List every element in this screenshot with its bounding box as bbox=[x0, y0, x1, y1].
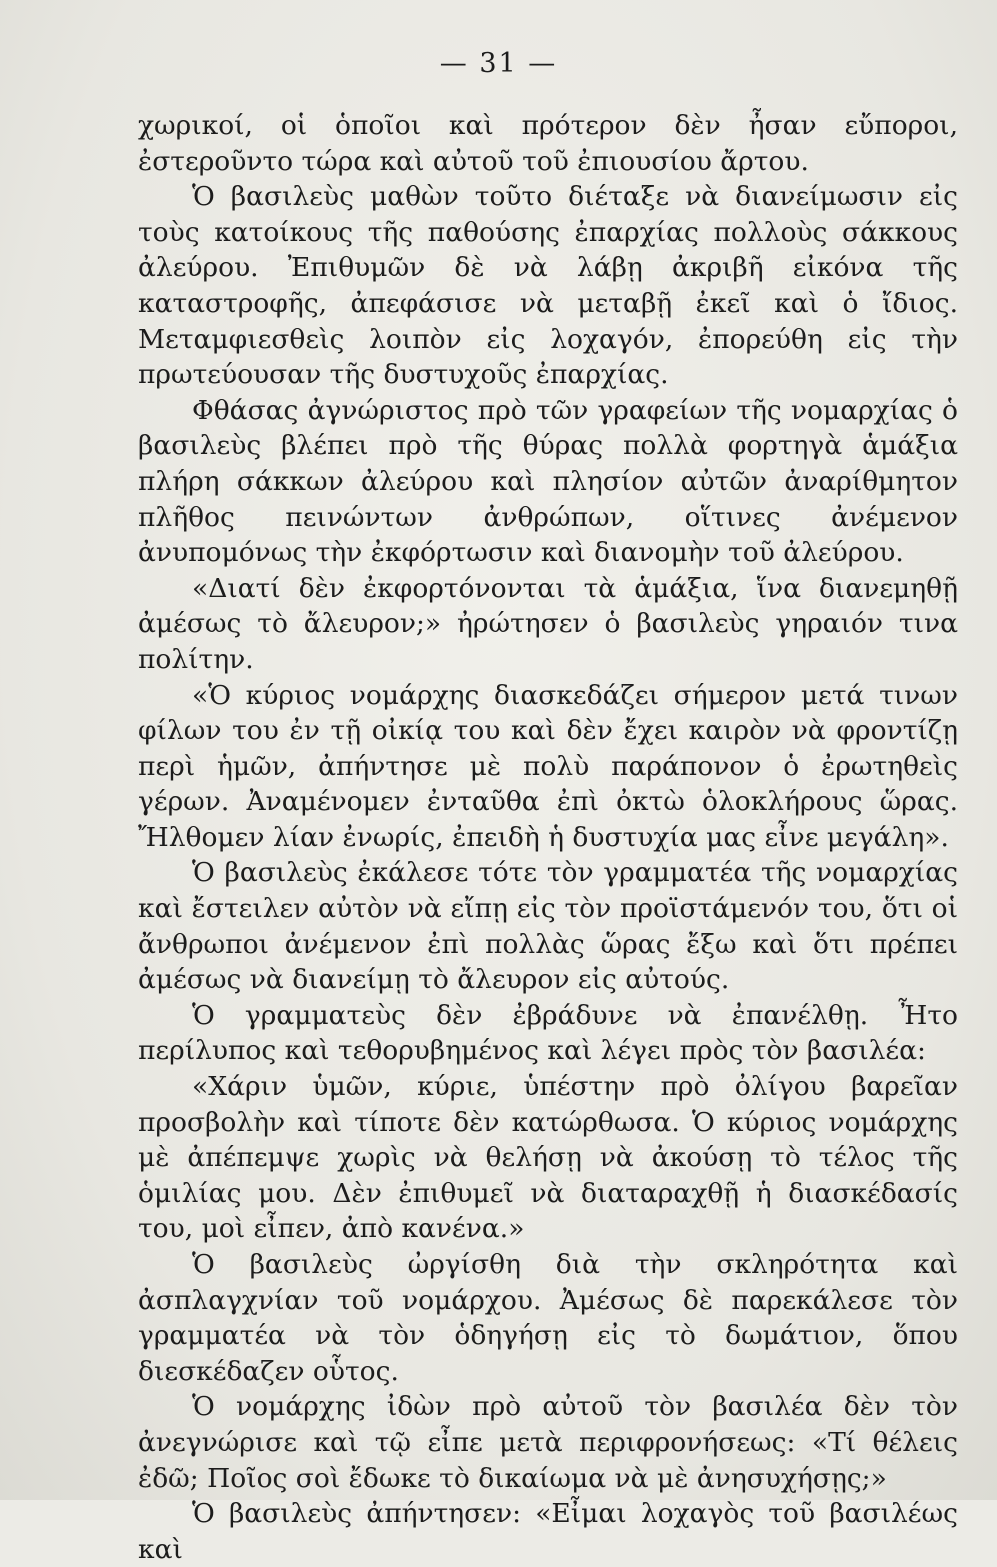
paragraph-1: χωρικοί, οἱ ὁποῖοι καὶ πρότερον δὲν ἦσαν εὔποροι, ἐστεροῦντο τώρα καὶ αὐτοῦ τοῦ ἐπιουσίου ἄρτου. bbox=[138, 110, 958, 177]
paragraph-11: Ὁ βασιλεὺς ἀπήντησεν: «Εἶμαι λοχαγὸς τοῦ βασιλέως καὶ bbox=[138, 1498, 958, 1565]
paragraph-8: «Χάριν ὑμῶν, κύριε, ὑπέστην πρὸ ὀλίγου βαρεῖαν προσβολὴν καὶ τίποτε δὲν κατώρθωσα. Ὁ κύριος νομάρχης μὲ ἀπέπεμψε χωρὶς νὰ θελήσῃ νὰ ἀκούσῃ τὸ τέλος τῆς ὁμιλίας μου. Δὲν ἐπιθυμεῖ νὰ διαταραχθῇ ἡ διασκέδασίς του, μοὶ εἶπεν, ἀπὸ κανένα.» bbox=[138, 1071, 958, 1245]
paragraph-9: Ὁ βασιλεὺς ὠργίσθη διὰ τὴν σκληρότητα καὶ ἀσπλαγχνίαν τοῦ νομάρχου. Ἀμέσως δὲ παρεκάλεσε τὸν γραμματέα νὰ τὸν ὁδηγήσῃ εἰς τὸ δωμάτιον, ὅπου διεσκέδαζεν οὗτος. bbox=[138, 1249, 958, 1387]
paragraph-5: «Ὁ κύριος νομάρχης διασκεδάζει σήμερον μετά τινων φίλων του ἐν τῇ οἰκίᾳ του καὶ δὲν ἔχει καιρὸν νὰ φροντίζῃ περὶ ἡμῶν, ἀπήντησε μὲ πολὺ παράπονον ὁ ἐρωτηθεὶς γέρων. Ἀναμένομεν ἐνταῦθα ἐπὶ ὀκτὼ ὁλοκλήρους ὥρας. Ἤλθομεν λίαν ἐνωρίς, ἐπειδὴ ἡ δυστυχία μας εἶνε μεγάλη». bbox=[138, 679, 958, 853]
page-number: — 31 — bbox=[439, 48, 558, 79]
paragraph-4: «Διατί δὲν ἐκφορτόνονται τὰ ἁμάξια, ἵνα διανεμηθῇ ἀμέσως τὸ ἄλευρον;» ἠρώτησεν ὁ βασιλεὺς γηραιόν τινα πολίτην. bbox=[138, 572, 958, 675]
paragraph-3: Φθάσας ἀγνώριστος πρὸ τῶν γραφείων τῆς νομαρχίας ὁ βασιλεὺς βλέπει πρὸ τῆς θύρας πολλὰ φορτηγὰ ἁμάξια πλήρη σάκκων ἀλεύρου καὶ πλησίον αὐτῶν ἀναρίθμητον πλῆθος πεινώντων ἀνθρώπων, οἵτινες ἀνέμενον ἀνυπομόνως τὴν ἐκφόρτωσιν καὶ διανομὴν τοῦ ἀλεύρου. bbox=[138, 394, 958, 569]
paragraph-7: Ὁ γραμματεὺς δὲν ἐβράδυνε νὰ ἐπανέλθῃ. Ἦτο περίλυπος καὶ τεθορυβημένος καὶ λέγει πρὸς τὸν βασιλέα: bbox=[138, 999, 958, 1067]
paragraph-10: Ὁ νομάρχης ἰδὼν πρὸ αὐτοῦ τὸν βασιλέα δὲν τὸν ἀνεγνώρισε καὶ τῷ εἶπε μετὰ περιφρονήσεως: «Τί θέλεις ἐδῶ; Ποῖος σοὶ ἔδωκε τὸ δικαίωμα νὰ μὲ ἀνησυχήσῃς;» bbox=[138, 1391, 958, 1494]
paragraph-6: Ὁ βασιλεὺς ἐκάλεσε τότε τὸν γραμματέα τῆς νομαρχίας καὶ ἔστειλεν αὐτὸν νὰ εἴπῃ εἰς τὸν προϊστάμενόν του, ὅτι οἱ ἄνθρωποι ἀνέμενον ἐπὶ πολλὰς ὥρας ἔξω καὶ ὅτι πρέπει ἀμέσως νὰ διανείμῃ τὸ ἄλευρον εἰς αὐτούς. bbox=[138, 857, 958, 996]
body-text bbox=[138, 108, 958, 1567]
paragraph-2: Ὁ βασιλεὺς μαθὼν τοῦτο διέταξε νὰ διανείμωσιν εἰς τοὺς κατοίκους τῆς παθούσης ἐπαρχίας πολλοὺς σάκκους ἀλεύρου. Ἐπιθυμῶν δὲ νὰ λάβῃ ἀκριβῆ εἰκόνα τῆς καταστροφῆς, ἀπεφάσισε νὰ μεταβῇ ἐκεῖ καὶ ὁ ἴδιος. Μεταμφιεσθεὶς λοιπὸν εἰς λοχαγόν, ἐπορεύθη εἰς τὴν πρωτεύουσαν τῆς δυστυχοῦς ἐπαρχίας. bbox=[138, 181, 958, 391]
